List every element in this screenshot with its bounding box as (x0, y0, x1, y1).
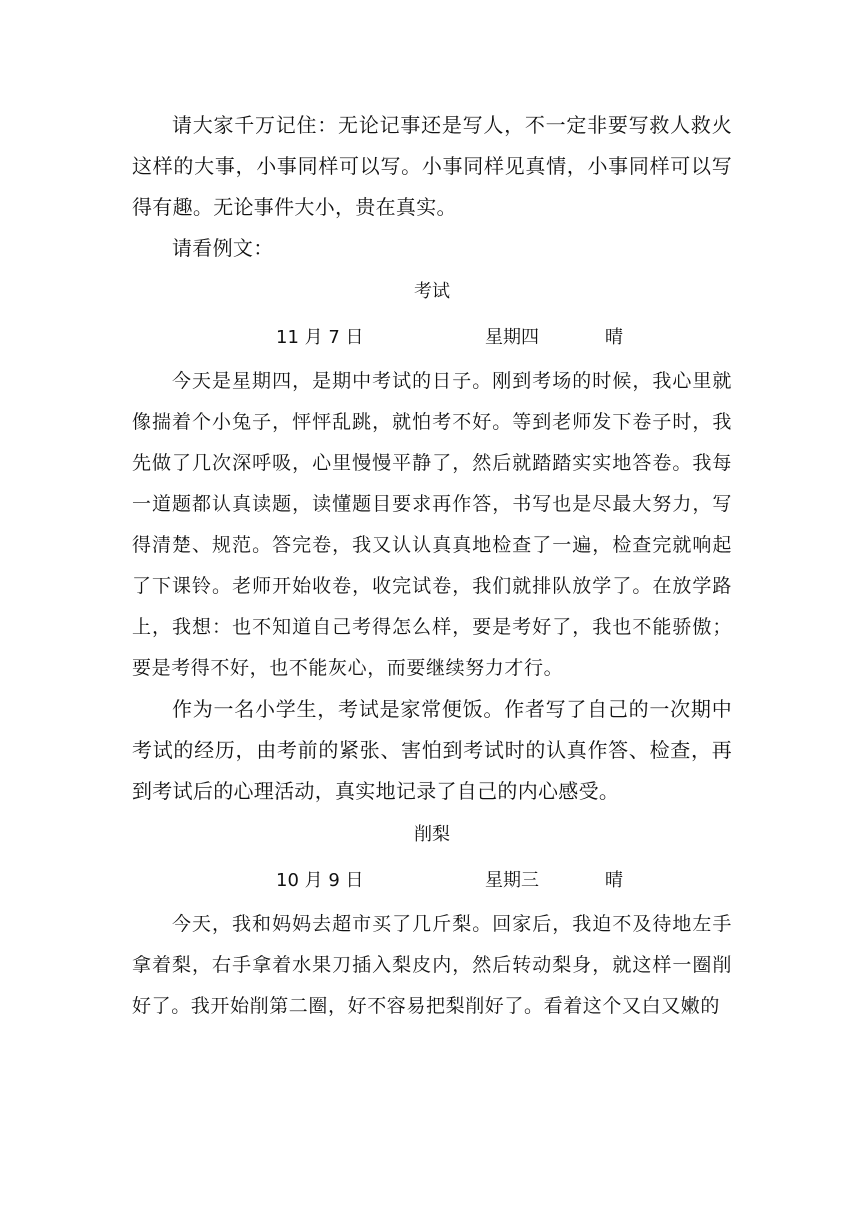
essay2-weekday: 星期三 (485, 870, 539, 891)
essay2-body: 今天，我和妈妈去超市买了几斤梨。回家后，我迫不及待地左手拿着梨，右手拿着水果刀插入梨皮内，然后转动梨身，就这样一圈削好了。我开始削第二圈，好不容易把梨削好了。看着这个又白又嫩的 (132, 913, 732, 1017)
essay1-weekday: 星期四 (485, 327, 539, 348)
intro-reminder-paragraph: 请大家千万记住：无论记事还是写人，不一定非要写救人救火这样的大事，小事同样可以写。小事同样见真情，小事同样可以写得有趣。无论事件大小，贵在真实。 (132, 113, 732, 219)
example-prompt: 请看例文： (172, 236, 274, 260)
essay1-weather: 晴 (605, 327, 623, 348)
essay2-title: 削梨 (414, 824, 450, 845)
essay2-weather: 晴 (605, 870, 623, 891)
essay1-dateline (132, 315, 732, 361)
essay1-title: 考试 (414, 281, 450, 302)
document-page (132, 105, 732, 1027)
essay1-comment: 作为一名小学生，考试是家常便饭。作者写了自己的一次期中考试的经历，由考前的紧张、害怕到考试时的认真作答、检查，再到考试后的心理活动，真实地记录了自己的内心感受。 (132, 697, 732, 803)
essay1-body: 今天是星期四，是期中考试的日子。刚到考场的时候，我心里就像揣着个小兔子，怦怦乱跳，就怕考不好。等到老师发下卷子时，我先做了几次深呼吸，心里慢慢平静了，然后就踏踏实实地答卷。我每一道题都认真读题，读懂题目要求再作答，书写也是尽最大努力，写得清楚、规范。答完卷，我又认认真真地检查了一遍，检查完就响起了下课铃。老师开始收卷，收完试卷，我们就排队放学了。在放学路上，我想：也不知道自己考得怎么样，要是考好了，我也不能骄傲；要是考得不好，也不能灰心，而要继续努力才行。 (132, 370, 732, 679)
essay2-date: 10 月 9 日 (276, 870, 364, 891)
essay1-date: 11 月 7 日 (276, 327, 364, 348)
essay2-dateline (132, 858, 732, 904)
